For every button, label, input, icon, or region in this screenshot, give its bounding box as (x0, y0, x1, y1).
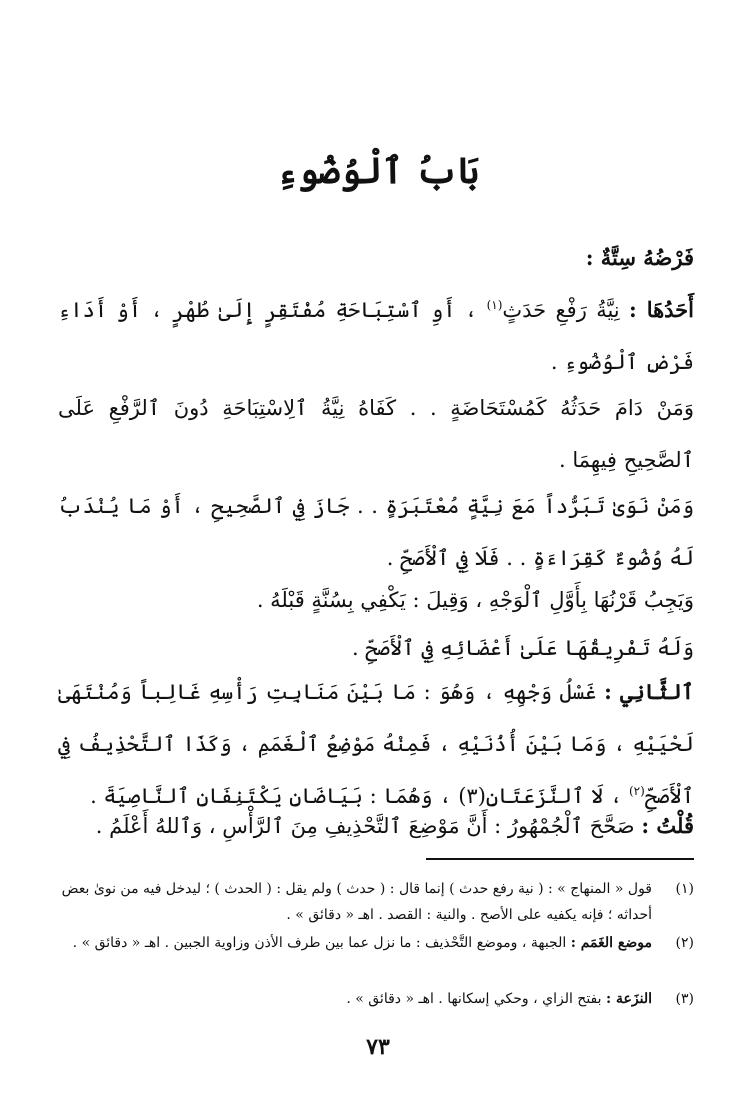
footnote-text: بفتح الزاي ، وحكي إسكانها . اهـ « دقائق » . (346, 991, 606, 1007)
paragraph-text: صَحَّحَ ٱلْجُمْهُورُ : أَنَّ مَوْضِعَ ٱلتَّحْذِيفِ مِنَ ٱلرَّأْسِ ، وَٱللهُ أَعْلَمُ . (95, 814, 642, 838)
footnote-number: (٢) (675, 935, 694, 951)
chapter-title: بَابُ ٱلْوُضُوءِ (276, 150, 480, 192)
footnote-2 (58, 930, 694, 956)
paragraph-lead: أَحَدُهَا : (628, 297, 695, 322)
paragraph-tail: ، أَوِ ٱسْتِبَاحَةِ مُفْتَقِرٍ إِلَىٰ طُهْرٍ ، أَوْ أَدَاءِ فَرْضِ ٱلْوُضُوءِ . (58, 298, 694, 374)
paragraph-qultu (58, 800, 694, 852)
footnote-marker: (١) (486, 298, 503, 312)
paragraph-text: وَمَنْ نَوَىٰ تَبَرُّداً مَعَ نِيَّةٍ مُعْتَبَرَةٍ . . جَازَ فِي ٱلصَّحِيحِ ، أَوْ مَا يُنْدَبُ لَهُ وُضُوءٌ كَقِرَاءَةٍ . . فَلَا فِي ٱلْأَصَحِّ . (58, 494, 694, 570)
footnote-number: (١) (675, 881, 694, 897)
paragraph-text: غَسْلُ وَجْهِهِ ، وَهُوَ : مَا بَيْنَ مَنَابِتِ رَأْسِهِ غَالِباً وَمُنْتَهَىٰ لَحْيَيْهِ ، وَمَا بَيْنَ أُذُنَيْهِ ، فَمِنْهُ مَوْضِعُ ٱلْغَمَمِ ، وَكَذَا ٱلتَّحْذِيفُ فِي ٱلْأَصَحِّ (58, 680, 694, 808)
paragraph-cooling (58, 480, 694, 584)
footnote-body (58, 986, 652, 1012)
paragraph-first (58, 284, 694, 388)
footnote-body (58, 930, 652, 956)
paragraph-text: وَلَهُ تَفْرِيقُهَا عَلَىٰ أَعْضَائِهِ فِي ٱلْأَصَحِّ . (351, 636, 694, 660)
paragraph-text: وَمَنْ دَامَ حَدَثُهُ كَمُسْتَحَاضَةٍ . . كَفَاهُ نِيَّةُ ٱلِاسْتِبَاحَةِ دُونَ ٱلرَّفْعِ عَلَى ٱلصَّحِيحِ فِيهِمَا . (58, 396, 694, 472)
paragraph-second (58, 666, 694, 822)
paragraph-lead: فَرْضُهُ سِتَّةٌ : (585, 245, 694, 270)
footnote-text: قول « المنهاج » : ( نية رفع حدث ) إنما قال : ( حدث ) ولم يقل : ( الحدث ) ؛ ليدخل فيه من نوىٰ بعض أحداثه ؛ فإنه يكفيه على الأصح . والنية : القصد . اهـ « دقائق » . (61, 881, 652, 923)
paragraph-continuous-hadath (58, 382, 694, 486)
paragraph-lead: قُلْتُ : (641, 813, 694, 838)
footnote-lead: النزَعة : (605, 991, 652, 1007)
paragraph-lead: ٱلثَّانِي : (604, 679, 694, 704)
footnote-marker: (٢) (628, 784, 645, 798)
paragraph-intention-timing (58, 574, 694, 626)
paragraph-text: وَيَجِبُ قَرْنُهَا بِأَوَّلِ ٱلْوَجْهِ ، وَقِيلَ : يَكْفِي بِسُنَّةٍ قَبْلَهُ . (256, 588, 694, 612)
paragraph-text: نِيَّةُ رَفْعِ حَدَثٍ (502, 298, 629, 322)
footnote-lead: موضع الغَمَم : (570, 935, 652, 951)
page-number: ٧٣ (366, 1034, 390, 1060)
footnote-text: الجبهة ، وموضع التَّحْذيف : ما نزل عما بين طرف الأذن وزاوية الجبين . اهـ « دقائق » . (72, 935, 571, 951)
paragraph-tail: ، لَا ٱلنَّزَعَتَانِ(٣) ، وَهُمَا : بَيَاضَانِ يَكْتَنِفَانِ ٱلنَّاصِيَةَ . (90, 784, 629, 808)
footnote-number: (٣) (675, 991, 694, 1007)
paragraph-intro (58, 232, 694, 284)
footnote-1 (58, 876, 694, 928)
footnote-3 (58, 986, 694, 1012)
footnote-divider (426, 858, 694, 860)
